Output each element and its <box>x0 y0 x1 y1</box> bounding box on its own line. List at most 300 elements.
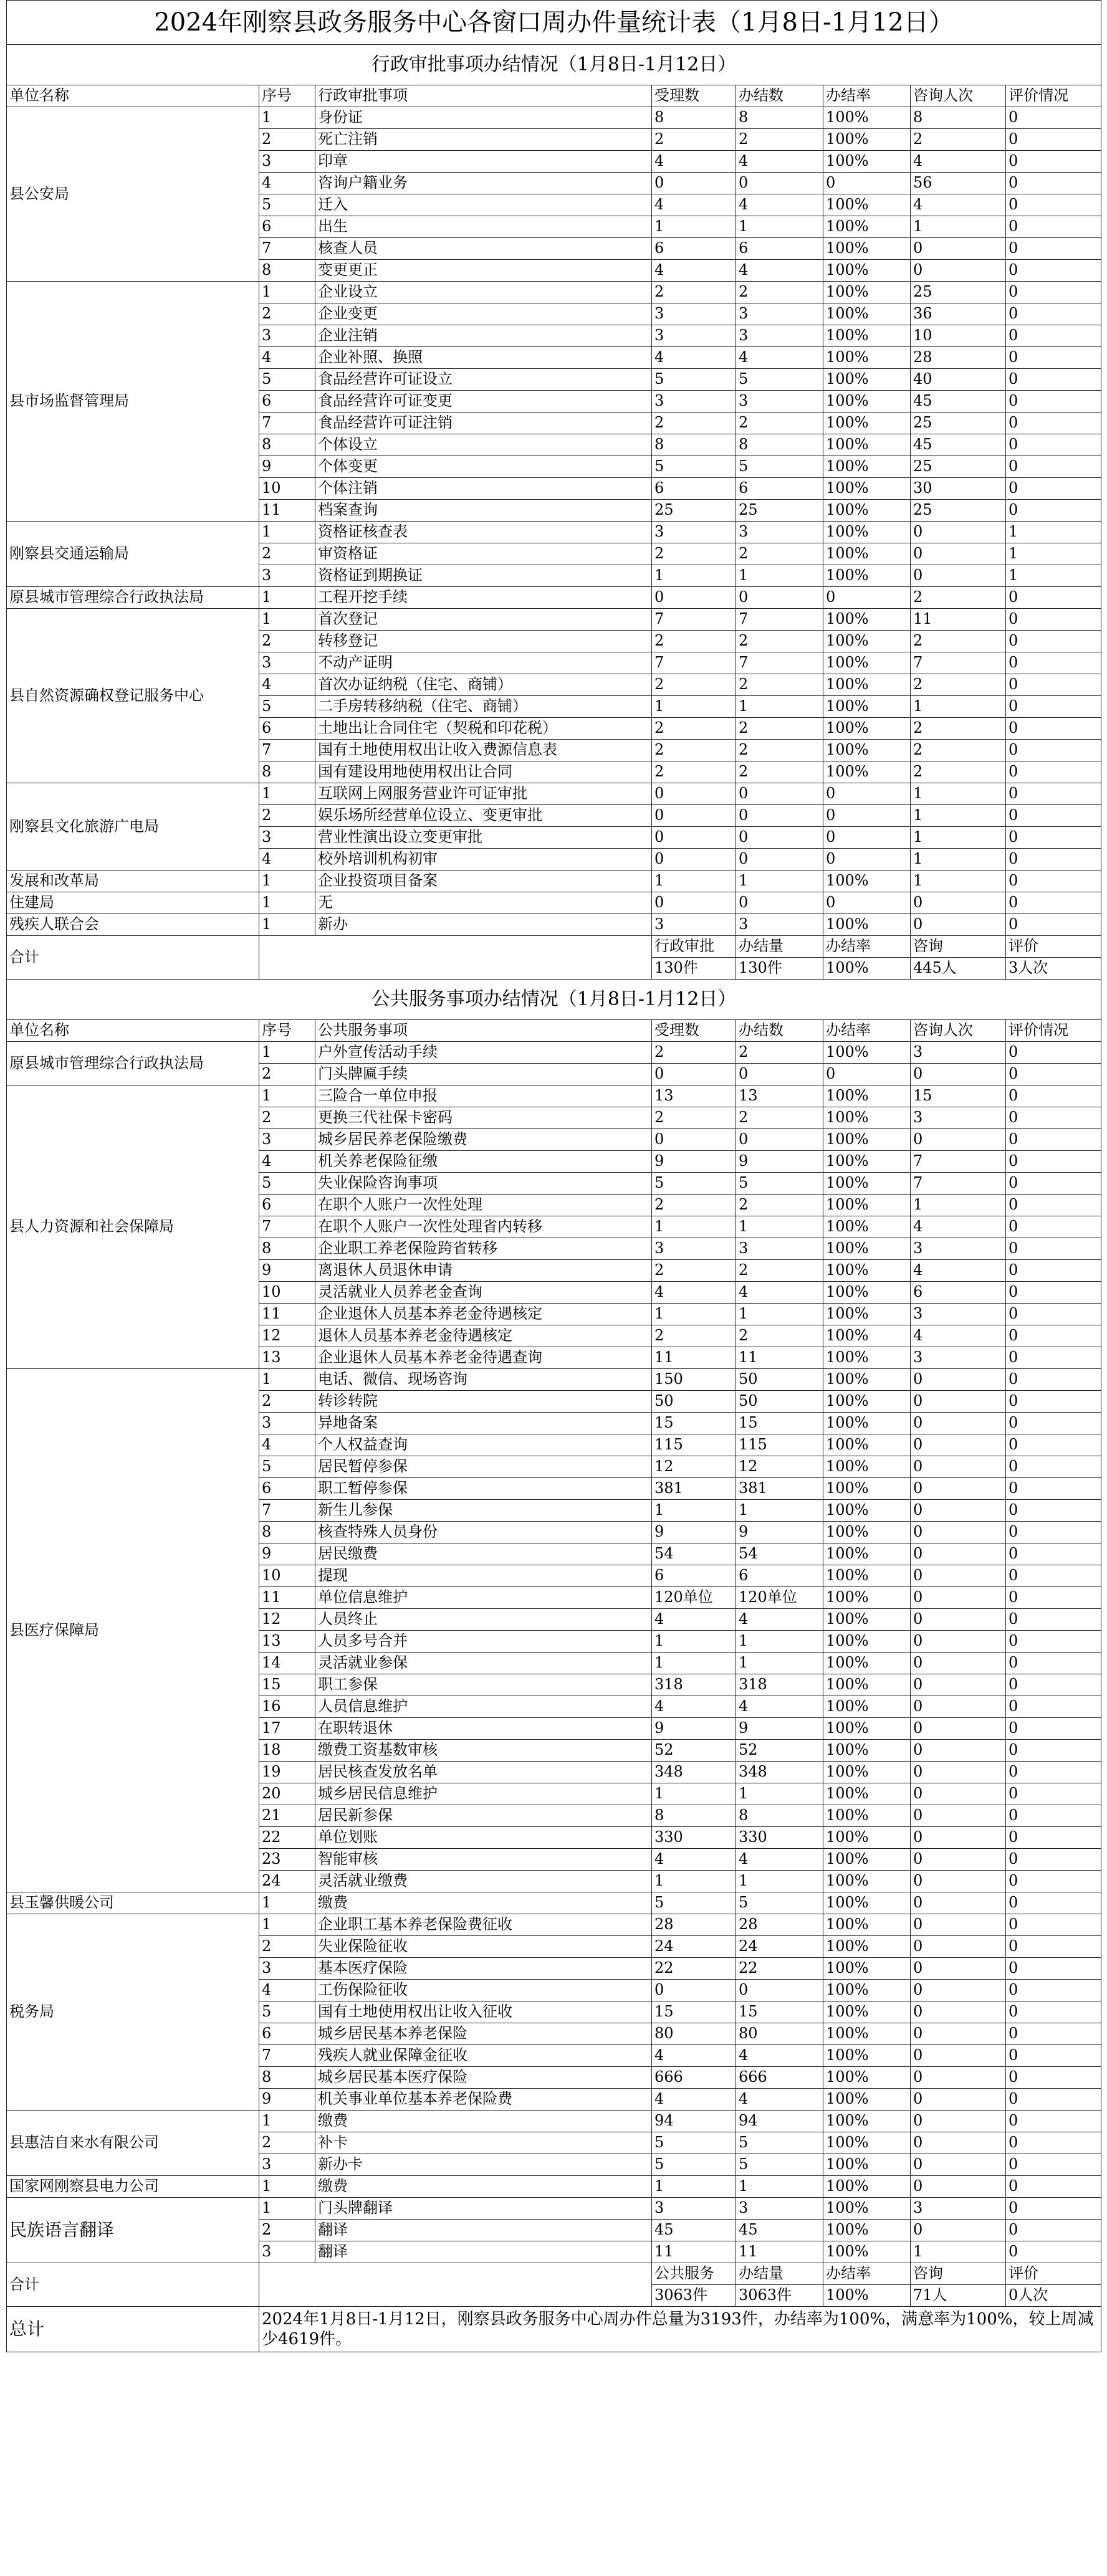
consultation-count: 25 <box>911 500 1006 522</box>
item-name: 灵活就业缴费 <box>315 1871 652 1892</box>
evaluation-count: 0 <box>1006 2089 1101 2111</box>
row-index: 2 <box>259 2132 315 2154</box>
consultation-count: 0 <box>911 1805 1006 1827</box>
table-row <box>7 1042 1101 1064</box>
completed-count: 5 <box>736 2132 823 2154</box>
completed-count: 4 <box>736 347 823 369</box>
item-name: 身份证 <box>315 107 652 129</box>
row-index: 2 <box>259 543 315 565</box>
completed-count: 0 <box>736 827 823 849</box>
evaluation-count: 0 <box>1006 652 1101 674</box>
total-value: 100% <box>823 2285 911 2307</box>
row-index: 9 <box>259 456 315 478</box>
completion-rate: 100% <box>823 740 911 761</box>
evaluation-count: 0 <box>1006 1543 1101 1565</box>
unit-name: 县惠洁自来水有限公司 <box>7 2111 259 2176</box>
column-header: 咨询人次 <box>911 1020 1006 1042</box>
completion-rate: 100% <box>823 1892 911 1914</box>
unit-name: 国家网刚察县电力公司 <box>7 2176 259 2198</box>
evaluation-count: 0 <box>1006 892 1101 914</box>
item-name: 在职个人账户一次性处理 <box>315 1195 652 1216</box>
item-name: 缴费 <box>315 1892 652 1914</box>
accepted-count: 4 <box>652 260 736 282</box>
item-name: 出生 <box>315 216 652 238</box>
consultation-count: 3 <box>911 1107 1006 1129</box>
item-name: 企业退休人员基本养老金待遇核定 <box>315 1304 652 1325</box>
accepted-count: 11 <box>652 2241 736 2263</box>
unit-name: 原县城市管理综合行政执法局 <box>7 1042 259 1085</box>
unit-name: 民族语言翻译 <box>7 2198 259 2263</box>
item-name: 工程开挖手续 <box>315 587 652 609</box>
completed-count: 1 <box>736 1783 823 1805</box>
row-index: 6 <box>259 718 315 740</box>
completion-rate: 100% <box>823 1631 911 1653</box>
accepted-count: 0 <box>652 892 736 914</box>
total-caption: 咨询 <box>911 2263 1006 2285</box>
accepted-count: 2 <box>652 543 736 565</box>
consultation-count: 0 <box>911 1413 1006 1434</box>
row-index: 1 <box>259 1369 315 1391</box>
item-name: 人员多号合并 <box>315 1631 652 1653</box>
evaluation-count: 0 <box>1006 107 1101 129</box>
completed-count: 2 <box>736 761 823 783</box>
evaluation-count: 0 <box>1006 1936 1101 1958</box>
completion-rate: 100% <box>823 2198 911 2220</box>
item-name: 国有建设用地使用权出让合同 <box>315 761 652 783</box>
item-name: 国有土地使用权出让收入征收 <box>315 2001 652 2023</box>
completed-count: 15 <box>736 2001 823 2023</box>
accepted-count: 2 <box>652 1042 736 1064</box>
consultation-count: 0 <box>911 1914 1006 1936</box>
completed-count: 0 <box>736 173 823 194</box>
row-index: 14 <box>259 1653 315 1674</box>
row-index: 4 <box>259 674 315 696</box>
evaluation-count: 1 <box>1006 522 1101 543</box>
consultation-count: 45 <box>911 434 1006 456</box>
row-index: 1 <box>259 2198 315 2220</box>
consultation-count: 6 <box>911 1282 1006 1304</box>
accepted-count: 3 <box>652 303 736 325</box>
item-name: 档案查询 <box>315 500 652 522</box>
accepted-count: 2 <box>652 1107 736 1129</box>
accepted-count: 12 <box>652 1456 736 1478</box>
item-name: 人员信息维护 <box>315 1696 652 1718</box>
completion-rate: 100% <box>823 1500 911 1522</box>
item-name: 不动产证明 <box>315 652 652 674</box>
row-index: 1 <box>259 871 315 892</box>
completed-count: 8 <box>736 434 823 456</box>
completed-count: 2 <box>736 1325 823 1347</box>
accepted-count: 0 <box>652 587 736 609</box>
consultation-count: 0 <box>911 1456 1006 1478</box>
item-name: 企业投资项目备案 <box>315 871 652 892</box>
completed-count: 9 <box>736 1522 823 1543</box>
consultation-count: 2 <box>911 129 1006 151</box>
completion-rate: 100% <box>823 1543 911 1565</box>
accepted-count: 5 <box>652 456 736 478</box>
row-index: 5 <box>259 1173 315 1195</box>
row-index: 5 <box>259 1456 315 1478</box>
consultation-count: 0 <box>911 1783 1006 1805</box>
accepted-count: 45 <box>652 2220 736 2241</box>
consultation-count: 4 <box>911 1325 1006 1347</box>
row-index: 11 <box>259 500 315 522</box>
completion-rate: 100% <box>823 2176 911 2198</box>
consultation-count: 10 <box>911 325 1006 347</box>
consultation-count: 0 <box>911 1522 1006 1543</box>
consultation-count: 0 <box>911 1631 1006 1653</box>
completion-rate: 100% <box>823 303 911 325</box>
accepted-count: 0 <box>652 1129 736 1151</box>
row-index: 7 <box>259 1216 315 1238</box>
completion-rate: 0 <box>823 849 911 871</box>
evaluation-count: 0 <box>1006 1260 1101 1282</box>
accepted-count: 8 <box>652 107 736 129</box>
consultation-count: 0 <box>911 2089 1006 2111</box>
unit-name: 刚察县交通运输局 <box>7 522 259 587</box>
evaluation-count: 0 <box>1006 1434 1101 1456</box>
completed-count: 5 <box>736 2154 823 2176</box>
item-name: 二手房转移纳税（住宅、商铺） <box>315 696 652 718</box>
accepted-count: 25 <box>652 500 736 522</box>
consultation-count: 3 <box>911 1347 1006 1369</box>
completion-rate: 100% <box>823 2067 911 2089</box>
item-name: 迁入 <box>315 194 652 216</box>
completed-count: 50 <box>736 1369 823 1391</box>
total-row <box>7 936 1101 958</box>
completion-rate: 100% <box>823 914 911 936</box>
completion-rate: 100% <box>823 1740 911 1762</box>
row-index: 3 <box>259 1958 315 1980</box>
evaluation-count: 0 <box>1006 1631 1101 1653</box>
total-value: 3063件 <box>652 2285 736 2307</box>
completion-rate: 100% <box>823 1522 911 1543</box>
item-name: 转诊转院 <box>315 1391 652 1413</box>
evaluation-count: 0 <box>1006 1522 1101 1543</box>
completed-count: 318 <box>736 1674 823 1696</box>
evaluation-count: 0 <box>1006 282 1101 303</box>
accepted-count: 2 <box>652 1195 736 1216</box>
summary-text: 2024年1月8日-1月12日，刚察县政务服务中心周办件总量为3193件，办结率为100%，满意率为100%，较上周减少4619件。 <box>259 2307 1101 2352</box>
total-value: 100% <box>823 958 911 980</box>
consultation-count: 0 <box>911 2176 1006 2198</box>
accepted-count: 0 <box>652 173 736 194</box>
completion-rate: 0 <box>823 805 911 827</box>
consultation-count: 0 <box>911 1718 1006 1740</box>
consultation-count: 0 <box>911 1849 1006 1871</box>
accepted-count: 8 <box>652 1805 736 1827</box>
item-name: 无 <box>315 892 652 914</box>
completed-count: 1 <box>736 565 823 587</box>
consultation-count: 2 <box>911 740 1006 761</box>
accepted-count: 2 <box>652 761 736 783</box>
accepted-count: 5 <box>652 2132 736 2154</box>
accepted-count: 1 <box>652 1653 736 1674</box>
consultation-count: 0 <box>911 1827 1006 1849</box>
accepted-count: 3 <box>652 522 736 543</box>
total-value: 445人 <box>911 958 1006 980</box>
row-index: 1 <box>259 1085 315 1107</box>
row-index: 3 <box>259 1413 315 1434</box>
total-caption: 行政审批 <box>652 936 736 958</box>
completion-rate: 100% <box>823 1456 911 1478</box>
item-name: 灵活就业人员养老金查询 <box>315 1282 652 1304</box>
row-index: 6 <box>259 216 315 238</box>
evaluation-count: 0 <box>1006 478 1101 500</box>
row-index: 7 <box>259 413 315 434</box>
consultation-count: 1 <box>911 783 1006 805</box>
consultation-count: 0 <box>911 1653 1006 1674</box>
item-name: 死亡注销 <box>315 129 652 151</box>
row-index: 11 <box>259 1304 315 1325</box>
item-name: 缴费 <box>315 2111 652 2132</box>
row-index: 11 <box>259 1587 315 1609</box>
public-service-section-title: 公共服务事项办结情况（1月8日-1月12日） <box>7 980 1101 1020</box>
row-index: 5 <box>259 194 315 216</box>
completion-rate: 100% <box>823 1347 911 1369</box>
item-name: 核查特殊人员身份 <box>315 1522 652 1543</box>
row-index: 8 <box>259 260 315 282</box>
consultation-count: 0 <box>911 1391 1006 1413</box>
row-index: 1 <box>259 2111 315 2132</box>
completion-rate: 100% <box>823 718 911 740</box>
consultation-count: 4 <box>911 151 1006 173</box>
row-index: 4 <box>259 1151 315 1173</box>
accepted-count: 1 <box>652 565 736 587</box>
consultation-count: 36 <box>911 303 1006 325</box>
completion-rate: 100% <box>823 369 911 391</box>
unit-name: 税务局 <box>7 1914 259 2111</box>
item-name: 个体注销 <box>315 478 652 500</box>
completed-count: 666 <box>736 2067 823 2089</box>
consultation-count: 0 <box>911 2023 1006 2045</box>
accepted-count: 120单位 <box>652 1587 736 1609</box>
consultation-count: 0 <box>911 2154 1006 2176</box>
completed-count: 1 <box>736 1631 823 1653</box>
total-caption: 评价 <box>1006 2263 1101 2285</box>
column-header: 公共服务事项 <box>315 1020 652 1042</box>
item-name: 企业设立 <box>315 282 652 303</box>
completion-rate: 100% <box>823 761 911 783</box>
total-caption: 办结量 <box>736 936 823 958</box>
completed-count: 2 <box>736 1260 823 1282</box>
unit-name: 发展和改革局 <box>7 871 259 892</box>
admin-approval-section-title: 行政审批事项办结情况（1月8日-1月12日） <box>7 45 1101 85</box>
evaluation-count: 0 <box>1006 2220 1101 2241</box>
completed-count: 0 <box>736 849 823 871</box>
consultation-count: 0 <box>911 2220 1006 2241</box>
unit-name: 县医疗保障局 <box>7 1369 259 1892</box>
evaluation-count: 1 <box>1006 543 1101 565</box>
completion-rate: 100% <box>823 1216 911 1238</box>
completion-rate: 100% <box>823 1718 911 1740</box>
unit-name: 县自然资源确权登记服务中心 <box>7 609 259 783</box>
total-value: 0人次 <box>1006 2285 1101 2307</box>
consultation-count: 0 <box>911 1762 1006 1783</box>
accepted-count: 1 <box>652 1783 736 1805</box>
consultation-count: 7 <box>911 1173 1006 1195</box>
evaluation-count: 0 <box>1006 805 1101 827</box>
evaluation-count: 0 <box>1006 1391 1101 1413</box>
accepted-count: 54 <box>652 1543 736 1565</box>
completion-rate: 100% <box>823 1304 911 1325</box>
item-name: 校外培训机构初审 <box>315 849 652 871</box>
evaluation-count: 0 <box>1006 1587 1101 1609</box>
completion-rate: 100% <box>823 1674 911 1696</box>
item-name: 居民核查发放名单 <box>315 1762 652 1783</box>
completion-rate: 100% <box>823 2220 911 2241</box>
accepted-count: 3 <box>652 2198 736 2220</box>
consultation-count: 0 <box>911 1543 1006 1565</box>
accepted-count: 13 <box>652 1085 736 1107</box>
consultation-count: 0 <box>911 1892 1006 1914</box>
item-name: 补卡 <box>315 2132 652 2154</box>
consultation-count: 28 <box>911 347 1006 369</box>
table-row <box>7 282 1101 303</box>
item-name: 新生儿参保 <box>315 1500 652 1522</box>
accepted-count: 28 <box>652 1914 736 1936</box>
row-index: 4 <box>259 173 315 194</box>
completed-count: 11 <box>736 2241 823 2263</box>
consultation-count: 0 <box>911 1871 1006 1892</box>
item-name: 转移登记 <box>315 631 652 652</box>
completion-rate: 100% <box>823 1565 911 1587</box>
item-name: 残疾人就业保障金征收 <box>315 2045 652 2067</box>
evaluation-count: 0 <box>1006 761 1101 783</box>
item-name: 变更更正 <box>315 260 652 282</box>
completion-rate: 100% <box>823 1325 911 1347</box>
completion-rate: 0 <box>823 173 911 194</box>
item-name: 灵活就业参保 <box>315 1653 652 1674</box>
completion-rate: 100% <box>823 2111 911 2132</box>
completed-count: 2 <box>736 674 823 696</box>
accepted-count: 0 <box>652 827 736 849</box>
item-name: 单位划账 <box>315 1827 652 1849</box>
consultation-count: 0 <box>911 1587 1006 1609</box>
completion-rate: 100% <box>823 1042 911 1064</box>
completed-count: 22 <box>736 1958 823 1980</box>
accepted-count: 4 <box>652 1609 736 1631</box>
evaluation-count: 0 <box>1006 1413 1101 1434</box>
consultation-count: 0 <box>911 2045 1006 2067</box>
completion-rate: 100% <box>823 1478 911 1500</box>
accepted-count: 348 <box>652 1762 736 1783</box>
row-index: 12 <box>259 1325 315 1347</box>
accepted-count: 4 <box>652 194 736 216</box>
accepted-count: 6 <box>652 478 736 500</box>
consultation-count: 0 <box>911 238 1006 260</box>
accepted-count: 2 <box>652 1260 736 1282</box>
completed-count: 1 <box>736 1871 823 1892</box>
completed-count: 15 <box>736 1413 823 1434</box>
table-row <box>7 783 1101 805</box>
item-name: 提现 <box>315 1565 652 1587</box>
accepted-count: 11 <box>652 1347 736 1369</box>
row-index: 10 <box>259 1282 315 1304</box>
row-index: 6 <box>259 1478 315 1500</box>
completed-count: 4 <box>736 151 823 173</box>
row-index: 1 <box>259 282 315 303</box>
row-index: 1 <box>259 1914 315 1936</box>
completed-count: 54 <box>736 1543 823 1565</box>
evaluation-count: 0 <box>1006 1674 1101 1696</box>
completed-count: 5 <box>736 1173 823 1195</box>
evaluation-count: 0 <box>1006 1849 1101 1871</box>
weekly-statistics-table <box>6 0 1101 2352</box>
completed-count: 1 <box>736 1304 823 1325</box>
accepted-count: 4 <box>652 2089 736 2111</box>
completed-count: 11 <box>736 1347 823 1369</box>
completion-rate: 100% <box>823 2089 911 2111</box>
column-header: 办结数 <box>736 1020 823 1042</box>
evaluation-count: 0 <box>1006 194 1101 216</box>
evaluation-count: 0 <box>1006 1369 1101 1391</box>
completion-rate: 100% <box>823 1653 911 1674</box>
item-name: 基本医疗保险 <box>315 1958 652 1980</box>
row-index: 3 <box>259 827 315 849</box>
item-name: 首次办证纳税（住宅、商铺） <box>315 674 652 696</box>
evaluation-count: 0 <box>1006 2198 1101 2220</box>
accepted-count: 3 <box>652 1238 736 1260</box>
completed-count: 6 <box>736 1565 823 1587</box>
accepted-count: 2 <box>652 413 736 434</box>
completion-rate: 100% <box>823 696 911 718</box>
completed-count: 80 <box>736 2023 823 2045</box>
row-index: 3 <box>259 325 315 347</box>
evaluation-count: 0 <box>1006 1783 1101 1805</box>
item-name: 营业性演出设立变更审批 <box>315 827 652 849</box>
evaluation-count: 0 <box>1006 1042 1101 1064</box>
completed-count: 2 <box>736 1042 823 1064</box>
evaluation-count: 0 <box>1006 718 1101 740</box>
accepted-count: 1 <box>652 2176 736 2198</box>
evaluation-count: 0 <box>1006 347 1101 369</box>
item-name: 门头牌匾手续 <box>315 1064 652 1085</box>
total-value: 130件 <box>652 958 736 980</box>
completion-rate: 100% <box>823 1980 911 2001</box>
accepted-count: 5 <box>652 2154 736 2176</box>
item-name: 互联网上网服务营业许可证审批 <box>315 783 652 805</box>
accepted-count: 330 <box>652 1827 736 1849</box>
completed-count: 3 <box>736 522 823 543</box>
evaluation-count: 0 <box>1006 1085 1101 1107</box>
accepted-count: 5 <box>652 369 736 391</box>
row-index: 2 <box>259 1107 315 1129</box>
table-row <box>7 107 1101 129</box>
row-index: 24 <box>259 1871 315 1892</box>
header-row <box>7 85 1101 107</box>
consultation-count: 0 <box>911 1958 1006 1980</box>
completion-rate: 100% <box>823 151 911 173</box>
item-name: 资格证核查表 <box>315 522 652 543</box>
accepted-count: 0 <box>652 1064 736 1085</box>
completed-count: 0 <box>736 805 823 827</box>
completion-rate: 100% <box>823 129 911 151</box>
accepted-count: 666 <box>652 2067 736 2089</box>
table-row <box>7 1085 1101 1107</box>
row-index: 8 <box>259 1522 315 1543</box>
accepted-count: 2 <box>652 129 736 151</box>
item-name: 企业补照、换照 <box>315 347 652 369</box>
completion-rate: 100% <box>823 1827 911 1849</box>
table-row <box>7 522 1101 543</box>
item-name: 核查人员 <box>315 238 652 260</box>
consultation-count: 0 <box>911 1500 1006 1522</box>
consultation-count: 4 <box>911 1260 1006 1282</box>
accepted-count: 5 <box>652 1173 736 1195</box>
completion-rate: 100% <box>823 2241 911 2263</box>
total-value: 3人次 <box>1006 958 1101 980</box>
